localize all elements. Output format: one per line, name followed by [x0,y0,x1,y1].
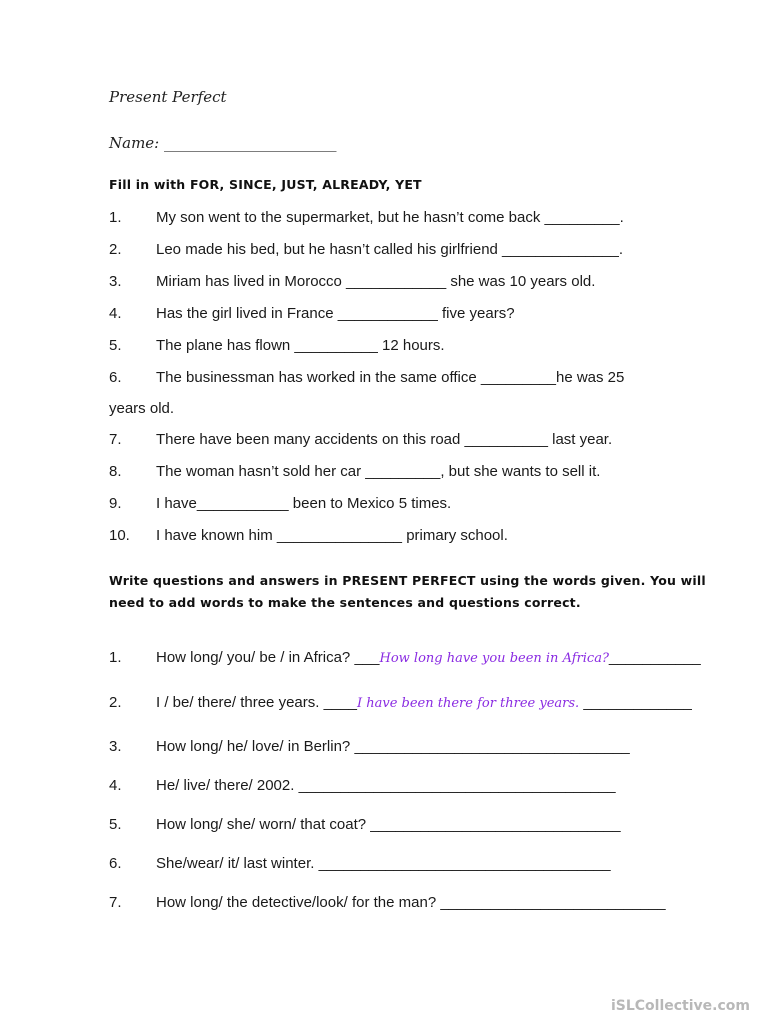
section2-heading: Write questions and answers in PRESENT PERFECT using the words given. You will need to add words to make the sentences and questions correct. [109,573,706,610]
item-number: 1. [109,209,122,226]
section1-item [109,495,451,512]
item-number: 8. [109,463,122,480]
section1-heading: Fill in with FOR, SINCE, JUST, ALREADY, YET [109,177,422,192]
answer-blank: ___________ [608,649,701,666]
section1-item [109,369,624,386]
item-number: 10. [109,527,130,544]
section2-item [109,649,701,666]
item-number: 4. [109,777,122,794]
section1-item [109,241,623,258]
item-number: 4. [109,305,122,322]
item-number: 6. [109,369,122,386]
section1-item [109,337,445,354]
item-number: 9. [109,495,122,512]
item-number: 5. [109,816,122,833]
item6-continuation: years old. [109,400,175,417]
section2-item [109,816,621,833]
item-text: My son went to the supermarket, but he hasn’t come back _________. [156,209,624,226]
section2-item [109,694,692,711]
section1-item [109,273,595,290]
item-number: 2. [109,241,122,258]
item-text: There have been many accidents on this road __________ last year. [156,431,613,448]
item-prompt: How long/ the detective/look/ for the man? ___________________________ [156,894,666,911]
handwritten-answer: How long have you been in Africa? [379,651,609,666]
item-number: 1. [109,649,122,666]
section1-item [109,305,515,322]
worksheet-title: Present Perfect [109,88,227,106]
item-text: I have known him _______________ primary school. [156,527,508,544]
item-text: Has the girl lived in France ____________ five years? [156,305,515,322]
item-number: 7. [109,431,122,448]
item-prompt: I / be/ there/ three years. ____ [156,694,357,711]
section1-item [109,209,624,226]
section2-item [109,894,666,911]
section2-item [109,777,616,794]
item-prompt: She/wear/ it/ last winter. ___________________________________ [156,855,611,872]
handwritten-answer: I have been there for three years. [356,696,580,711]
item-text: The businessman has worked in the same office _________he was 25 [156,369,625,386]
item-prompt: How long/ you/ be / in Africa? ___ [156,649,380,666]
section1-item [109,527,508,544]
answer-blank: _____________ [579,694,692,711]
item-text: I have___________ been to Mexico 5 times. [156,495,452,512]
item-number: 5. [109,337,122,354]
section2-item [109,738,630,755]
item-number: 3. [109,738,122,755]
item-prompt: He/ live/ there/ 2002. ______________________________________ [156,777,616,794]
item-text: Miriam has lived in Morocco ____________ she was 10 years old. [156,273,596,290]
item-text: The woman hasn’t sold her car _________, but she wants to sell it. [156,463,601,480]
item-prompt: How long/ she/ worn/ that coat? ______________________________ [156,816,621,833]
item-number: 2. [109,694,122,711]
section1-item [109,463,600,480]
item-number: 7. [109,894,122,911]
item-number: 6. [109,855,122,872]
watermark: iSLCollective.com [610,998,750,1014]
item-text: Leo made his bed, but he hasn’t called his girlfriend ______________. [156,241,624,258]
name-field-label: Name: _______________________ [109,134,337,152]
item-prompt: How long/ he/ love/ in Berlin? _________________________________ [156,738,630,755]
section1-item [109,431,612,448]
item-number: 3. [109,273,122,290]
item-text: The plane has flown __________ 12 hours. [156,337,445,354]
section2-item [109,855,611,872]
